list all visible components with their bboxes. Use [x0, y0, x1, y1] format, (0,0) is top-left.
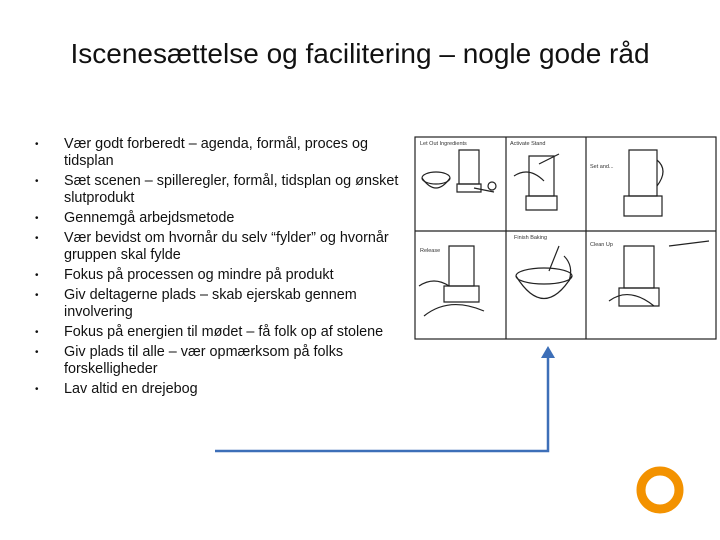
bullet-dot-icon: •: [35, 213, 39, 225]
illustration-label: Set and...: [590, 164, 614, 170]
bullet-text: Vær bevidst om hvornår du selv “fylder” og hvornår gruppen skal fylde: [64, 229, 389, 264]
bullet-item: [30, 267, 410, 284]
bullet-text: Fokus på processen og mindre på produkt: [64, 266, 334, 283]
bullet-dot-icon: •: [35, 289, 39, 301]
bullet-item: [30, 173, 410, 208]
bullet-text: Giv deltagerne plads – skab ejerskab gennem involvering: [64, 286, 357, 321]
blender-instructions-illustration: [414, 136, 717, 340]
bullet-text: Gennemgå arbejdsmetode: [64, 210, 235, 227]
bullet-item: [30, 324, 410, 341]
slide-title: Iscenesættelse og facilitering – nogle gode råd: [70, 38, 650, 69]
bullet-dot-icon: •: [35, 346, 39, 358]
illustration-label: Activate Stand: [510, 141, 546, 147]
bullet-item: [30, 210, 410, 227]
bullet-item: [30, 344, 410, 379]
bullet-item: [30, 381, 410, 398]
bullet-text: Giv plads til alle – vær opmærksom på folks forskelligheder: [64, 343, 344, 377]
bullet-dot-icon: •: [35, 269, 39, 281]
bullet-text: Sæt scenen – spilleregler, formål, tidsplan og ønsket slutprodukt: [64, 173, 399, 207]
bullet-list: [30, 136, 410, 400]
logo-ring-icon: [632, 462, 688, 518]
bullet-dot-icon: •: [35, 176, 39, 188]
bullet-dot-icon: •: [35, 383, 39, 395]
bullet-item: [30, 230, 410, 265]
illustration-label: Clean Up: [590, 242, 613, 248]
bullet-text: Vær godt forberedt – agenda, formål, proces og tidsplan: [64, 136, 368, 170]
illustration-label: Finish Baking: [514, 235, 548, 241]
bullet-item: [30, 287, 410, 322]
bullet-dot-icon: •: [35, 326, 39, 338]
bullet-text: Fokus på energien til mødet – få folk op af stolene: [64, 323, 384, 340]
bullet-dot-icon: •: [35, 139, 39, 150]
bullet-item: [30, 136, 410, 171]
illustration-label: Release: [420, 248, 441, 254]
bullet-text: Lav altid en drejebog: [64, 380, 198, 397]
bullet-dot-icon: •: [35, 232, 39, 244]
illustration-label: Let Out Ingredients: [420, 141, 467, 147]
